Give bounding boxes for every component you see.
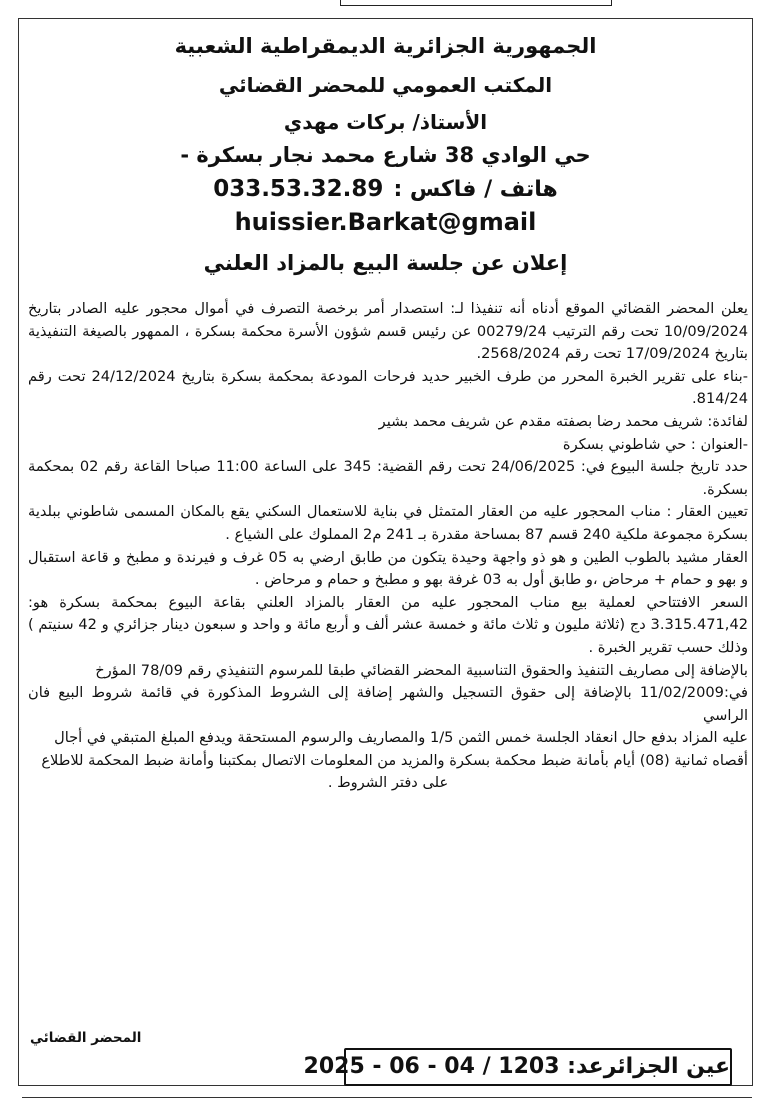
- top-strip: [340, 0, 612, 6]
- announcement-title: إعلان عن جلسة البيع بالمزاد العلني: [203, 251, 568, 275]
- phone-number: 033.53.32.89: [213, 176, 384, 202]
- body-paragraph: حدد تاريخ جلسة البيوع في: 24/06/2025 تحت رقم القضية: 345 على الساعة 11:00 صباحا القاعة رقم 02 بمحكمة بسكرة.: [28, 458, 748, 498]
- announcement-body: [28, 298, 748, 795]
- body-paragraph: على دفتر الشروط .: [327, 774, 449, 792]
- publication-reference: عين الجزائرعد: 1203 / 04 - 06 - 2025: [344, 1048, 732, 1086]
- body-paragraph: -العنوان : حي شاطوني بسكرة: [562, 435, 748, 453]
- body-paragraph: السعر الافتتاحي لعملية بيع مناب المحجور عليه من العقار بالمزاد العلني بقاعة البيوع بمحكمة بسكرة هو: 3.315.471,42 دج (ثلاثة مليون و ثلاث مائة و خمسة عشر ألف و أربع مائة و واحد و سبعون دينار جزائري و 42 سنيتم ) وذلك حسب تقرير الخبرة .: [28, 593, 749, 656]
- body-paragraph: أقصاه ثمانية (08) أيام بأمانة ضبط محكمة بسكرة والمزيد من المعلومات الاتصال بمكتبنا وأمانة ضبط المحكمة للاطلاع: [41, 751, 748, 769]
- body-paragraph: لفائدة: شريف محمد رضا بصفته مقدم عن شريف محمد بشير: [378, 412, 748, 430]
- bailiff-name: الأستاذ/ بركات مهدي: [283, 110, 488, 134]
- email-address: huissier.Barkat@gmail: [234, 208, 537, 236]
- bottom-rule: [22, 1097, 752, 1098]
- body-paragraph: تعيين العقار : مناب المحجور عليه من العقار المتمثل في بناية للاستعمال السكني يقع بالمكان المسمى شاطوني ببلدية بسكرة مجموعة ملكية 240 قسم 87 بمساحة مقدرة بـ 241 م2 المملوك على الشياع .: [28, 503, 748, 543]
- body-paragraph: بالإضافة إلى مصاريف التنفيذ والحقوق التناسبية المحضر القضائي طبقا للمرسوم التنفيذي رقم 78/09 المؤرخ: [95, 661, 748, 679]
- body-paragraph: -بناء على تقرير الخبرة المحرر من طرف الخبير حديد فرحات المودعة بمحكمة بسكرة بتاريخ 24/12/2024 تحت رقم 814/24.: [28, 367, 749, 408]
- body-paragraph: عليه المزاد بدفع حال انعقاد الجلسة خمس الثمن 1/5 والمصاريف والرسوم المستحقة ويدفع المبلغ المتبقي في أجال: [54, 729, 748, 747]
- phone-label: هاتف / فاكس :: [393, 177, 558, 202]
- bailiff-signature: المحضر القضائي: [30, 1030, 142, 1046]
- office-address: حي الوادي 38 شارع محمد نجار بسكرة -: [180, 143, 591, 167]
- body-paragraph: يعلن المحضر القضائي الموقع أدناه أنه تنفيذا لـ: استصدار أمر برخصة التصرف في أموال محجور عليه الصادر بتاريخ 10/09/2024 تحت رقم الترتيب 00279/24 عن رئيس قسم شؤون الأسرة محكمة بسكرة ، الممهور بالصيغة التنفيذية بتاريخ 17/09/2024 تحت رقم 2568/2024.: [28, 300, 749, 363]
- phone-line: [28, 176, 743, 202]
- body-paragraph: في:11/02/2009 بالإضافة إلى حقوق التسجيل والشهر إضافة إلى الشروط المذكورة في قائمة شروط البيع فان الراسي: [28, 684, 748, 724]
- republic-heading: الجمهورية الجزائرية الديمقراطية الشعبية: [174, 34, 597, 58]
- body-paragraph: العقار مشيد بالطوب الطين و هو ذو واجهة وحيدة يتكون من طابق ارضي به 05 غرف و فيرندة و مطبخ و قاعة استقبال و بهو و حمام + مرحاض ،و طابق أول به 03 غرفة بهو و مطبخ و حمام و مرحاض .: [28, 548, 748, 589]
- office-heading: المكتب العمومي للمحضر القضائي: [218, 73, 553, 97]
